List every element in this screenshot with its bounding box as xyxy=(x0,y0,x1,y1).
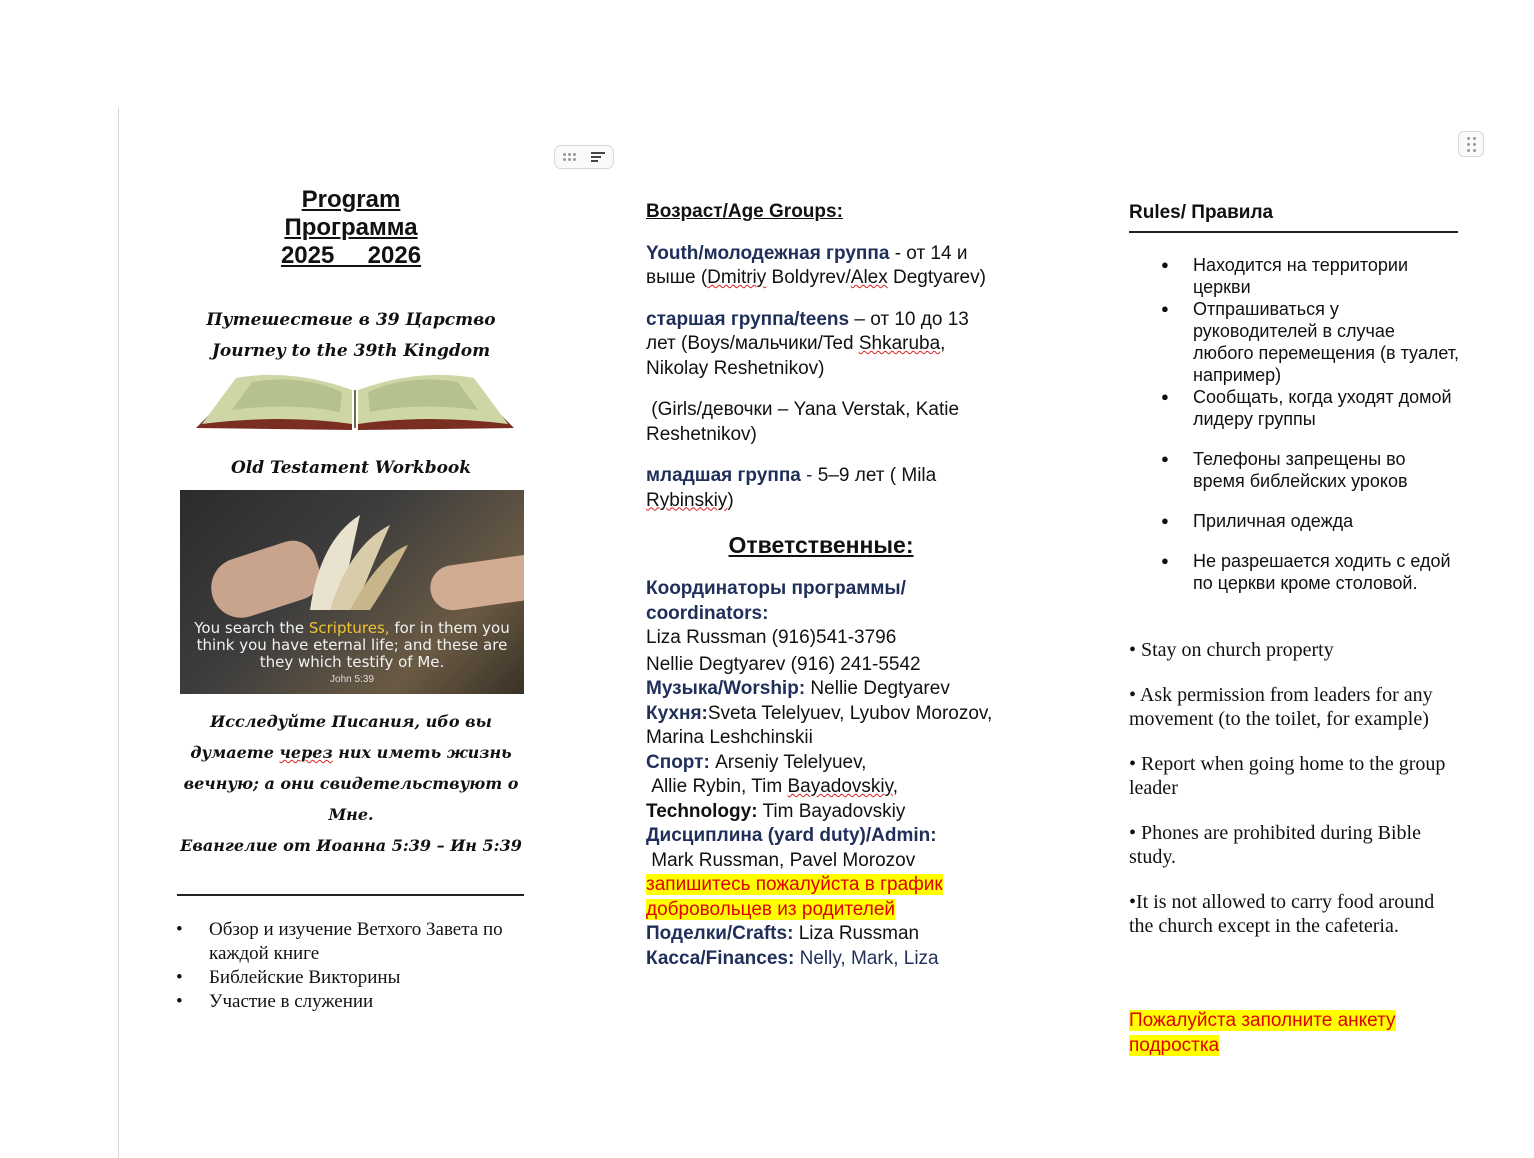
image-quote xyxy=(180,620,524,671)
image-quote-reference: John 5:39 xyxy=(330,674,374,685)
sport-text: , xyxy=(892,776,899,797)
spellcheck-word[interactable]: Shkaruba xyxy=(858,333,941,354)
volunteer-note-text: запишитесь пожалуйста в график добровольцев из родителей xyxy=(646,874,943,920)
junior-group-text: 5–9 лет ( Mila xyxy=(817,465,937,486)
rule-item-en: •It is not allowed to carry food around the church except in the cafeteria. xyxy=(1129,890,1435,937)
sport-label: Спорт: xyxy=(646,751,710,773)
youth-group-text: - от 14 и выше ( xyxy=(646,242,968,288)
discipline-text: Mark Russman, Pavel Morozov xyxy=(646,849,916,871)
coordinator-1: Liza Russman (916)541-3796 xyxy=(646,627,897,648)
rule-item-en: • Stay on church property xyxy=(1129,639,1334,661)
kitchen-label: Кухня: xyxy=(646,702,708,724)
image-quote-part: You search the xyxy=(194,619,309,637)
teens-group-label: старшая группа/teens xyxy=(646,308,850,330)
open-bible-illustration xyxy=(192,364,518,434)
drag-handle-icon[interactable] xyxy=(1467,137,1476,152)
program-years: 2025 2026 xyxy=(280,242,422,269)
teens-group-text: – от 10 до 13 лет (Boys/мальчики/Ted xyxy=(646,308,969,354)
sport-line xyxy=(646,751,996,800)
spellcheck-word[interactable]: Rybinskiy xyxy=(646,489,728,511)
youth-group-text: Degtyarev) xyxy=(887,267,986,288)
rules-list-en xyxy=(1129,638,1459,939)
rules-heading: Rules/ Правила xyxy=(1129,202,1274,223)
kitchen-line xyxy=(646,702,996,751)
technology-line xyxy=(646,800,996,825)
teens-group xyxy=(646,308,996,382)
finance-label: Касса/Finances: xyxy=(646,947,795,969)
rule-item-en: • Ask permission from leaders for any movement (to the toilet, for example) xyxy=(1129,683,1433,730)
column-toolbar[interactable] xyxy=(554,145,614,169)
rule-item: ● Приличная одежда xyxy=(1129,510,1459,532)
rules-column xyxy=(1129,200,1459,226)
divider xyxy=(177,894,524,896)
survey-note xyxy=(1129,1008,1459,1058)
verse-part: Исследуйте Писания, ибо вы думаете xyxy=(190,712,492,762)
column-drag-handle[interactable] xyxy=(1458,131,1484,157)
workbook-title: Old Testament Workbook xyxy=(230,458,472,478)
book-pages-illustration xyxy=(300,510,410,620)
program-title-ru: Программа xyxy=(284,214,418,241)
age-groups-heading: Возраст/Age Groups: xyxy=(646,201,843,222)
verse-block xyxy=(176,706,526,861)
volunteer-note xyxy=(646,873,996,922)
rule-item: ● Сообщать, когда уходят домой лидеру группы xyxy=(1129,386,1459,430)
rules-list-ru xyxy=(1129,254,1459,594)
coordinators-label: Координаторы программы/ coordinators: xyxy=(646,578,906,624)
list-item: • Обзор и изучение Ветхого Завета по каждой книге xyxy=(176,918,526,966)
align-left-icon[interactable] xyxy=(591,152,605,162)
discipline-label: Дисциплина (yard duty)/Admin: xyxy=(646,825,937,846)
page-left-edge xyxy=(118,108,119,1158)
program-list xyxy=(176,918,526,1014)
crafts-line xyxy=(646,922,996,947)
spellcheck-word[interactable]: Bayadovskiy xyxy=(787,776,893,797)
rule-item: ● Находится на территории церкви xyxy=(1129,254,1459,298)
crafts-text: Liza Russman xyxy=(793,923,920,944)
rule-item: ● Не разрешается ходить с едой по церкви кроме столовой. xyxy=(1129,550,1459,594)
sport-text: Arseniy Telelyuev, Allie Rybin, Tim xyxy=(651,751,867,797)
verse-text xyxy=(176,706,526,830)
youth-group xyxy=(646,242,996,291)
spellcheck-word[interactable]: Dmitriy xyxy=(707,267,767,288)
music-label: Музыка/Worship: xyxy=(646,678,806,699)
list-item: • Библейские Викторины xyxy=(176,966,526,990)
responsible-heading: Ответственные: xyxy=(728,532,914,558)
journey-title xyxy=(176,305,526,367)
girls-group: (Girls/девочки – Yana Verstak, Katie Reshetnikov) xyxy=(646,399,965,445)
technology-label: Technology: xyxy=(646,800,758,822)
verse-reference: Евангелие от Иоанна 5:39 – Ин 5:39 xyxy=(180,836,522,855)
teens-group-text: , Nikolay Reshetnikov) xyxy=(646,333,946,379)
technology-text: Tim Bayadovskiy xyxy=(757,800,906,822)
finance-line xyxy=(646,947,996,972)
groups-column xyxy=(646,200,996,971)
music-line xyxy=(646,677,996,702)
hand-illustration xyxy=(427,552,524,613)
survey-note-text: Пожалуйста заполните анкету подростка xyxy=(1129,1010,1396,1056)
image-quote-part: for in them you think you have eternal life; and these are they which testify of Me. xyxy=(196,619,510,671)
spellcheck-word[interactable]: Alex xyxy=(850,267,888,288)
youth-group-text: Boldyrev/ xyxy=(766,267,851,288)
junior-group-text: ) xyxy=(727,489,734,511)
kitchen-text: Sveta Telelyuev, Lyubov Morozov, Marina Leshchinskii xyxy=(646,702,993,748)
spellcheck-word[interactable]: через xyxy=(279,743,333,762)
finance-text: Nelly, Mark, Liza xyxy=(794,947,939,969)
rule-item-en: • Phones are prohibited during Bible study. xyxy=(1129,821,1421,868)
coordinator-2: Nellie Degtyarev (916) 241-5542 xyxy=(646,653,921,675)
drag-handle-icon[interactable] xyxy=(563,153,576,161)
junior-group-dash: - xyxy=(800,465,818,486)
journey-title-ru: Путешествие в 39 Царство xyxy=(206,310,496,330)
rule-item: ● Отпрашиваться у руководителей в случае любого перемещения (в туалет, например) xyxy=(1129,298,1459,386)
music-text: Nellie Degtyarev xyxy=(805,678,950,699)
crafts-label: Поделки/Crafts: xyxy=(646,923,794,944)
program-title-en: Program xyxy=(301,186,401,213)
rule-item-en: • Report when going home to the group leader xyxy=(1129,752,1446,799)
journey-title-en: Journey to the 39th Kingdom xyxy=(211,341,491,361)
youth-group-label: Youth/молодежная группа xyxy=(646,242,890,264)
divider xyxy=(1129,231,1458,233)
junior-group xyxy=(646,464,996,513)
junior-group-label: младшая группа xyxy=(646,465,801,486)
list-item: • Участие в служении xyxy=(176,990,526,1014)
image-quote-highlight: Scriptures, xyxy=(308,619,390,637)
verse-part: них иметь жизнь вечную; а они свидетельствуют о Мне. xyxy=(183,743,519,824)
program-title-block xyxy=(176,186,526,270)
scripture-image xyxy=(180,490,524,694)
rule-item: ● Телефоны запрещены во время библейских уроков xyxy=(1129,448,1459,492)
